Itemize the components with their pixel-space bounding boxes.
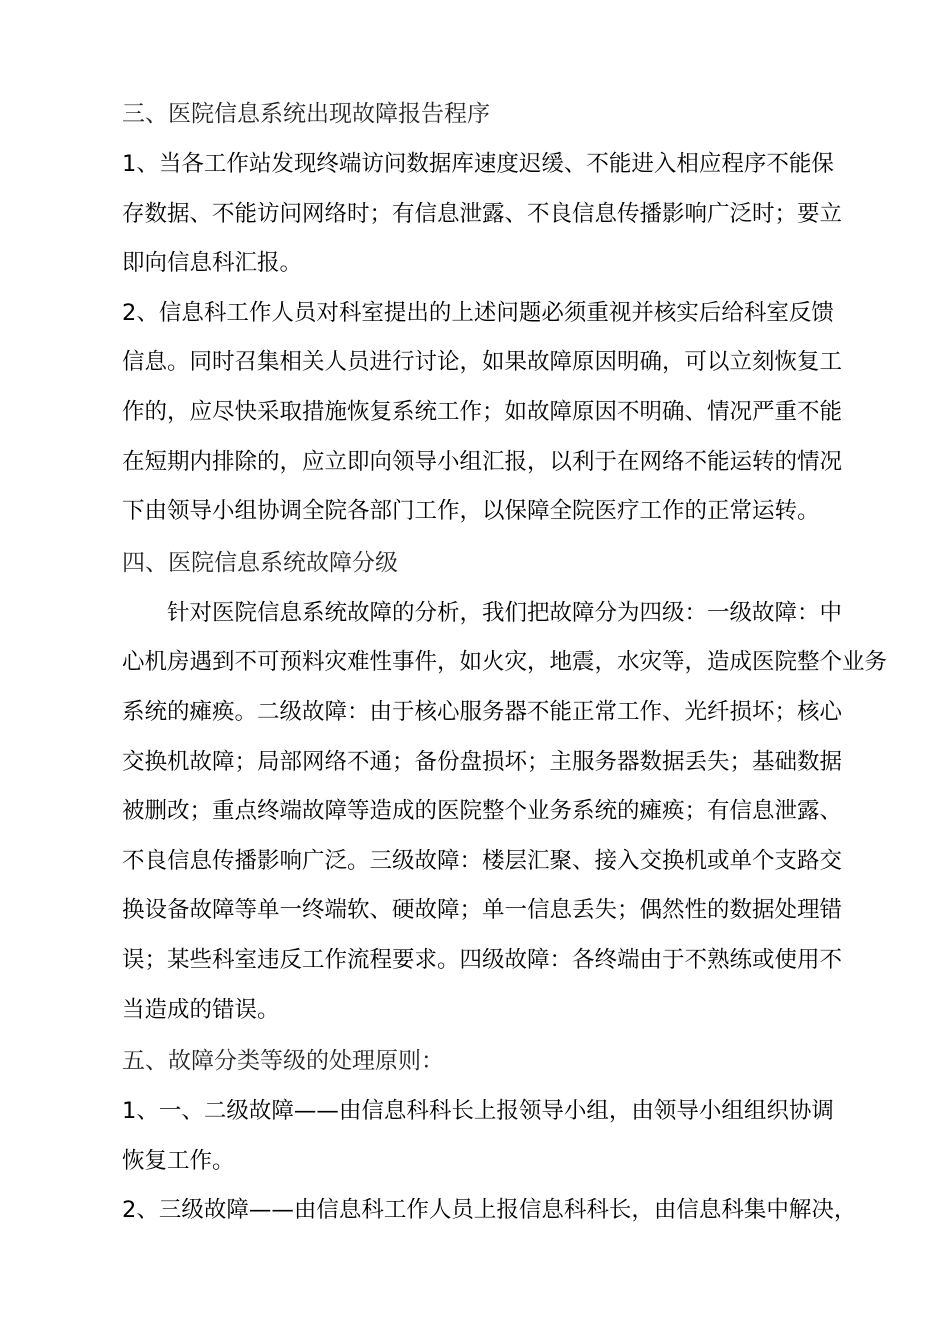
text-line: 换设备故障等单一终端软、硬故障；单一信息丢失；偶然性的数据处理错: [122, 897, 843, 924]
document-body: [122, 88, 888, 1236]
paragraph: [122, 289, 874, 537]
text-line: 存数据、不能访问网络时；有信息泄露、不良信息传播影响广泛时；要立: [122, 200, 843, 227]
text-line: 1、当各工作站发现终端访问数据库速度迟缓、不能进入相应程序不能保: [122, 151, 834, 177]
text-line: 心机房遇到不可预料灾难性事件，如火灾，地震，水灾等，造成医院整个业务: [122, 649, 888, 676]
text-line: 被删改；重点终端故障等造成的医院整个业务系统的瘫痪；有信息泄露、: [122, 798, 843, 825]
paragraph: [122, 1087, 874, 1186]
text-line: 1、一、二级故障——由信息科科长上报领导小组，由领导小组组织协调: [122, 1098, 834, 1125]
text-line: 下由领导小组协调全院各部门工作，以保障全院医疗工作的正常运转。: [122, 498, 820, 525]
section-handling-principles: [122, 1035, 874, 1236]
text-line: 交换机故障；局部网络不通；备份盘损坏；主服务器数据丢失；基础数据: [122, 748, 843, 775]
text-line: 当造成的错误。: [122, 996, 280, 1023]
section-fault-levels: [122, 537, 888, 1035]
section-report-procedure: [122, 88, 874, 537]
text-line: 恢复工作。: [122, 1147, 235, 1174]
text-line: 在短期内排除的，应立即向领导小组汇报，以利于在网络不能运转的情况: [122, 448, 843, 475]
paragraph: [122, 1186, 874, 1236]
text-line: 针对医院信息系统故障的分析，我们把故障分为四级：一级故障：中: [122, 599, 843, 626]
text-line: 误；某些科室违反工作流程要求。四级故障：各终端由于不熟练或使用不: [122, 946, 843, 973]
text-line: 2、信息科工作人员对科室提出的上述问题必须重视并核实后给科室反馈: [122, 299, 834, 326]
section-heading: 三、医院信息系统出现故障报告程序: [122, 101, 490, 127]
text-line: 2、三级故障——由信息科工作人员上报信息科科长，由信息科集中解决，: [122, 1197, 857, 1224]
section-heading: 四、医院信息系统故障分级: [122, 549, 398, 576]
paragraph: [122, 140, 874, 289]
text-line: 系统的瘫痪。二级故障：由于核心服务器不能正常工作、光纤损坏；核心: [122, 698, 843, 725]
paragraph: [122, 589, 888, 1035]
text-line: 不良信息传播影响广泛。三级故障：楼层汇聚、接入交换机或单个支路交: [122, 847, 843, 874]
section-heading: 五、故障分类等级的处理原则：: [122, 1048, 444, 1075]
text-line: 即向信息科汇报。: [122, 250, 303, 277]
text-line: 作的，应尽快采取措施恢复系统工作；如故障原因不明确、情况严重不能: [122, 398, 843, 425]
text-line: 信息。同时召集相关人员进行讨论，如果故障原因明确，可以立刻恢复工: [122, 349, 843, 376]
